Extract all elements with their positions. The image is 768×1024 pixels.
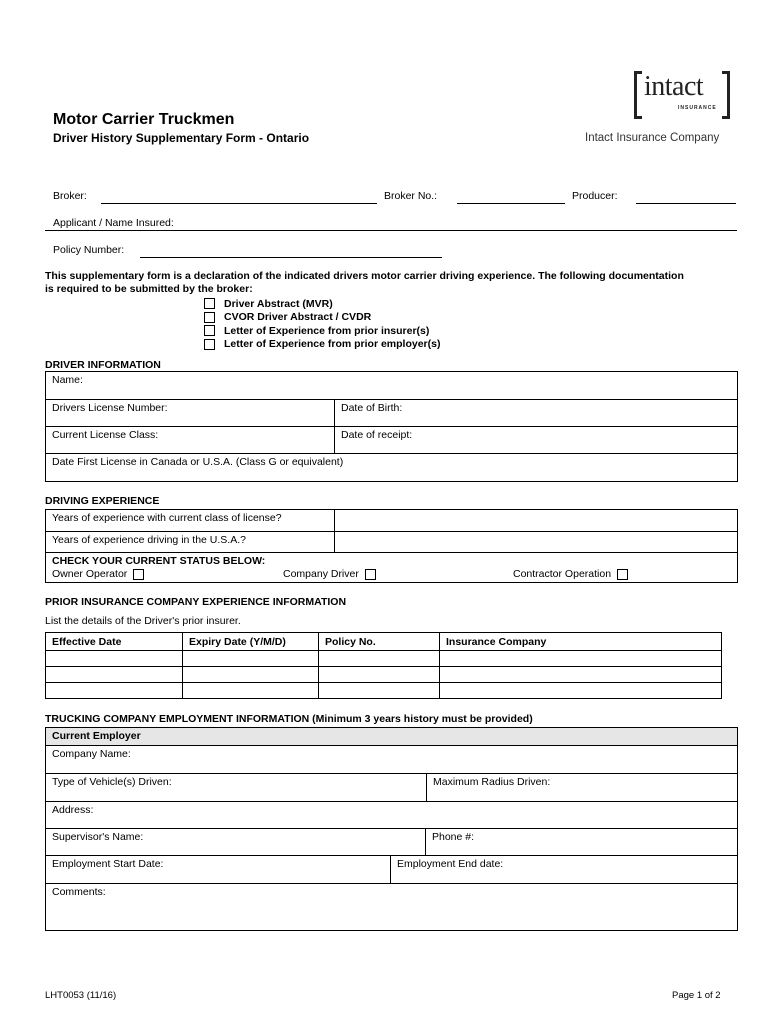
page-number: Page 1 of 2 bbox=[672, 990, 721, 1001]
table-header-row bbox=[46, 633, 722, 651]
doc-item[interactable]: CVOR Driver Abstract / CVDR bbox=[204, 311, 440, 325]
address-field[interactable]: Address: bbox=[45, 801, 738, 829]
employment-heading: TRUCKING COMPANY EMPLOYMENT INFORMATION (Minimum 3 years history must be provided) bbox=[45, 713, 533, 725]
years-usa-field[interactable] bbox=[334, 531, 738, 553]
supervisor-field[interactable]: Supervisor's Name: bbox=[45, 828, 426, 856]
driver-info-heading: DRIVER INFORMATION bbox=[45, 359, 161, 371]
form-subtitle: Driver History Supplementary Form - Ontario bbox=[53, 131, 310, 145]
column-header: Policy No. bbox=[319, 633, 440, 651]
doc-item[interactable]: Driver Abstract (MVR) bbox=[204, 297, 440, 311]
vehicle-type-field[interactable]: Type of Vehicle(s) Driven: bbox=[45, 773, 427, 802]
checkbox[interactable] bbox=[204, 298, 215, 309]
table-cell[interactable] bbox=[440, 651, 722, 667]
form-title: Motor Carrier Truckmen bbox=[53, 111, 235, 128]
checkbox[interactable] bbox=[204, 312, 215, 323]
table-cell[interactable] bbox=[183, 667, 319, 683]
column-header: Insurance Company bbox=[440, 633, 722, 651]
license-number-field[interactable]: Drivers License Number: bbox=[45, 399, 335, 427]
broker-no-label: Broker No.: bbox=[384, 190, 438, 202]
company-name-field[interactable]: Company Name: bbox=[45, 745, 738, 774]
company-name: Intact Insurance Company bbox=[585, 132, 720, 144]
current-employer-header: Current Employer bbox=[45, 727, 738, 746]
table-cell[interactable] bbox=[46, 651, 183, 667]
prior-insurance-table bbox=[45, 632, 722, 699]
applicant-label: Applicant / Name Insured: bbox=[53, 217, 174, 229]
contractor-checkbox[interactable] bbox=[617, 569, 628, 580]
years-class-field[interactable] bbox=[334, 509, 738, 532]
producer-label: Producer: bbox=[572, 190, 618, 202]
name-field[interactable]: Name: bbox=[45, 371, 738, 400]
table-row bbox=[46, 651, 722, 667]
required-documents bbox=[204, 297, 440, 351]
years-usa-label: Years of experience driving in the U.S.A.? bbox=[45, 531, 335, 553]
doc-item[interactable]: Letter of Experience from prior employer(s) bbox=[204, 338, 440, 352]
comments-field[interactable]: Comments: bbox=[45, 883, 738, 931]
broker-field[interactable] bbox=[101, 203, 377, 204]
applicant-field[interactable] bbox=[45, 230, 737, 231]
table-cell[interactable] bbox=[440, 667, 722, 683]
owner-operator-option[interactable]: Owner Operator bbox=[52, 568, 153, 580]
producer-field[interactable] bbox=[636, 203, 736, 204]
end-date-field[interactable]: Employment End date: bbox=[390, 855, 738, 884]
owner-operator-checkbox[interactable] bbox=[133, 569, 144, 580]
status-heading: CHECK YOUR CURRENT STATUS BELOW: bbox=[52, 555, 266, 567]
doc-item[interactable]: Letter of Experience from prior insurer(s) bbox=[204, 324, 440, 338]
form-code: LHT0053 (11/16) bbox=[45, 990, 117, 1001]
license-class-field[interactable]: Current License Class: bbox=[45, 426, 335, 454]
table-cell[interactable] bbox=[319, 651, 440, 667]
max-radius-field[interactable]: Maximum Radius Driven: bbox=[426, 773, 738, 802]
company-driver-option[interactable]: Company Driver bbox=[283, 568, 385, 580]
policy-number-label: Policy Number: bbox=[53, 244, 125, 256]
intro-text: This supplementary form is a declaration of the indicated drivers motor carrier driving experience. The following documentation is required to be submitted by the broker: bbox=[45, 270, 684, 295]
intact-logo bbox=[634, 71, 730, 115]
table-cell[interactable] bbox=[183, 651, 319, 667]
table-cell[interactable] bbox=[319, 683, 440, 699]
checkbox[interactable] bbox=[204, 325, 215, 336]
table-cell[interactable] bbox=[319, 667, 440, 683]
broker-no-field[interactable] bbox=[457, 203, 565, 204]
table-row bbox=[46, 667, 722, 683]
table-cell[interactable] bbox=[440, 683, 722, 699]
prior-insurance-note: List the details of the Driver's prior insurer. bbox=[45, 615, 241, 627]
years-class-label: Years of experience with current class of license? bbox=[45, 509, 335, 532]
column-header: Expiry Date (Y/M/D) bbox=[183, 633, 319, 651]
table-cell[interactable] bbox=[183, 683, 319, 699]
driving-exp-heading: DRIVING EXPERIENCE bbox=[45, 495, 160, 507]
date-first-license-field[interactable]: Date First License in Canada or U.S.A. (Class G or equivalent) bbox=[45, 453, 738, 482]
start-date-field[interactable]: Employment Start Date: bbox=[45, 855, 391, 884]
table-cell[interactable] bbox=[46, 683, 183, 699]
dob-field[interactable]: Date of Birth: bbox=[334, 399, 738, 427]
table-row bbox=[46, 683, 722, 699]
prior-insurance-heading: PRIOR INSURANCE COMPANY EXPERIENCE INFORMATION bbox=[45, 596, 347, 608]
column-header: Effective Date bbox=[46, 633, 183, 651]
company-driver-checkbox[interactable] bbox=[365, 569, 376, 580]
checkbox[interactable] bbox=[204, 339, 215, 350]
policy-number-field[interactable] bbox=[140, 257, 442, 258]
broker-label: Broker: bbox=[53, 190, 87, 202]
table-cell[interactable] bbox=[46, 667, 183, 683]
phone-field[interactable]: Phone #: bbox=[425, 828, 738, 856]
logo-sub: INSURANCE bbox=[678, 105, 717, 111]
date-receipt-field[interactable]: Date of receipt: bbox=[334, 426, 738, 454]
contractor-option[interactable]: Contractor Operation bbox=[513, 568, 637, 580]
logo-word: intact bbox=[644, 71, 704, 102]
